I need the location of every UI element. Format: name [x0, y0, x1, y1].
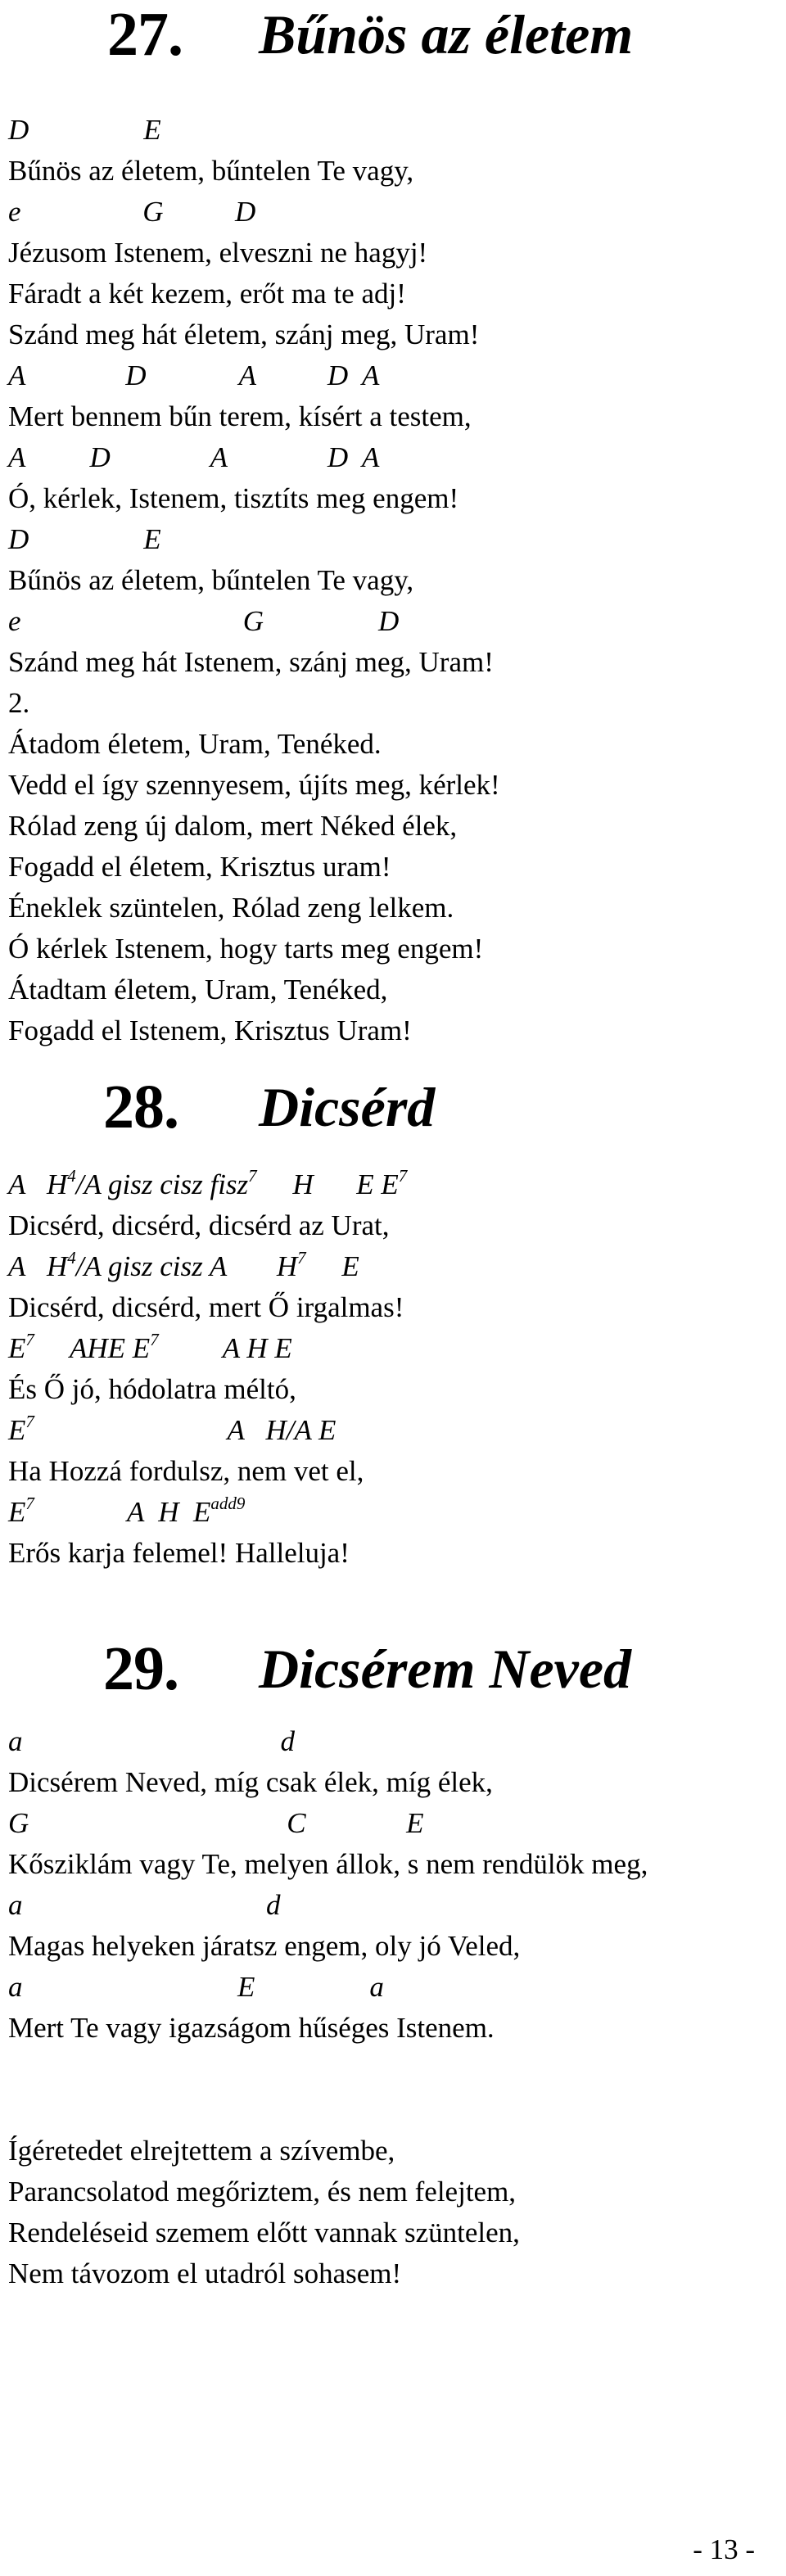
- chord-line: [8, 1164, 407, 1205]
- lyric-line: Fáradt a két kezem, erőt ma te adj!: [8, 278, 406, 310]
- chord-text: AHE E: [34, 1332, 151, 1364]
- lyric-line: Nem távozom el utadról sohasem!: [8, 2257, 402, 2289]
- chord-text: A H: [8, 1168, 68, 1200]
- chord-superscript: 7: [398, 1166, 408, 1186]
- lyric-line: Dicsérem Neved, míg csak élek, míg élek,: [8, 1766, 493, 1798]
- lyric-line: Ha Hozzá fordulsz, nem vet el,: [8, 1455, 364, 1487]
- blank-line: [8, 2090, 648, 2131]
- lyric-line: Mert Te vagy igazságom hűséges Istenem.: [8, 2012, 495, 2044]
- lyric-line: Rendeléseid szemem előtt vannak szüntelen,: [8, 2217, 520, 2248]
- chord-line: G C E: [8, 1807, 424, 1839]
- song-29: [0, 1634, 786, 2289]
- lyric-line: Ó, kérlek, Istenem, tisztíts meg engem!: [8, 482, 459, 514]
- song-lines: [8, 110, 500, 1051]
- lyric-line: Dicsérd, dicsérd, mert Ő irgalmas!: [8, 1291, 404, 1323]
- chord-line: a d: [8, 1889, 281, 1921]
- chord-text: /A gisz cisz A H: [75, 1250, 298, 1282]
- song-number: 28.: [103, 1073, 178, 1141]
- song-title: Dicsérem Neved: [259, 1638, 632, 1700]
- lyric-line: Vedd el így szennyesem, újíts meg, kérlek!: [8, 769, 500, 801]
- chord-text: H E E: [256, 1168, 399, 1200]
- lyric-line: Éneklek szüntelen, Rólad zeng lelkem.: [8, 892, 454, 924]
- lyric-line: Szánd meg hát életem, szánj meg, Uram!: [8, 319, 480, 350]
- lyric-line: Magas helyeken járatsz engem, oly jó Veled,: [8, 1930, 521, 1962]
- lyric-line: Rólad zeng új dalom, mert Néked élek,: [8, 810, 458, 842]
- blank-line: [8, 2049, 648, 2090]
- chord-text: E: [8, 1332, 26, 1364]
- song-number: 29.: [103, 1634, 178, 1703]
- chord-superscript: add9: [210, 1494, 246, 1514]
- chord-superscript: 7: [248, 1166, 257, 1186]
- chord-text: E: [8, 1414, 26, 1446]
- song-lines: [8, 1721, 648, 2294]
- lyric-line: Fogadd el Istenem, Krisztus Uram!: [8, 1015, 412, 1046]
- song-title: Bűnös az életem: [259, 3, 634, 66]
- chord-line: a d: [8, 1725, 295, 1757]
- chord-line: [8, 1328, 407, 1369]
- song-lines: [8, 1164, 407, 1574]
- lyric-line: Bűnös az életem, bűntelen Te vagy,: [8, 564, 414, 596]
- chord-text: A H E: [158, 1332, 292, 1364]
- chord-line: A D A D A: [8, 359, 380, 391]
- song-heading: [0, 1073, 786, 1166]
- chord-text: E: [305, 1250, 359, 1282]
- page-number: - 13 -: [693, 2533, 755, 2565]
- lyric-line: Kősziklám vagy Te, melyen állok, s nem rendülök meg,: [8, 1848, 648, 1880]
- chord-text: A H/A E: [34, 1414, 337, 1446]
- lyric-line: Átadtam életem, Uram, Tenéked,: [8, 974, 388, 1006]
- lyric-line: Dicsérd, dicsérd, dicsérd az Urat,: [8, 1209, 390, 1241]
- lyric-line: És Ő jó, hódolatra méltó,: [8, 1373, 296, 1405]
- chord-superscript: 4: [67, 1248, 76, 1268]
- lyric-line: Ígéretedet elrejtettem a szívembe,: [8, 2135, 395, 2167]
- lyric-line: Fogadd el életem, Krisztus uram!: [8, 851, 391, 883]
- lyric-line: Ó kérlek Istenem, hogy tarts meg engem!: [8, 933, 484, 965]
- chord-superscript: 7: [150, 1330, 159, 1350]
- chord-line: [8, 1246, 407, 1287]
- chord-line: A D A D A: [8, 441, 380, 473]
- chord-superscript: 7: [25, 1494, 34, 1514]
- lyric-line: 2.: [8, 687, 30, 719]
- lyric-line: Erős karja felemel! Halleluja!: [8, 1537, 350, 1569]
- chord-line: e G D: [8, 196, 256, 228]
- lyric-line: Szánd meg hát Istenem, szánj meg, Uram!: [8, 646, 494, 678]
- chord-superscript: 4: [67, 1166, 76, 1186]
- chord-line: [8, 1492, 407, 1533]
- song-title: Dicsérd: [259, 1076, 436, 1138]
- lyric-line: Jézusom Istenem, elveszni ne hagyj!: [8, 237, 428, 269]
- song-heading: [0, 1634, 786, 1728]
- chord-line: a E a: [8, 1971, 384, 2003]
- chord-line: e G D: [8, 605, 400, 637]
- song-number: 27.: [107, 0, 183, 69]
- chord-superscript: 7: [25, 1330, 34, 1350]
- lyric-line: Parancsolatod megőriztem, és nem felejtem,: [8, 2176, 517, 2208]
- chord-superscript: 7: [25, 1412, 34, 1432]
- lyric-line: Átadom életem, Uram, Tenéked.: [8, 728, 382, 760]
- chord-line: [8, 1410, 407, 1451]
- chord-text: E: [8, 1496, 26, 1528]
- chord-text: /A gisz cisz fisz: [75, 1168, 249, 1200]
- song-heading: [0, 0, 786, 93]
- song-27: [0, 0, 786, 1046]
- song-28: [0, 1073, 786, 1569]
- chord-text: A H E: [34, 1496, 211, 1528]
- lyric-line: Bűnös az életem, bűntelen Te vagy,: [8, 155, 414, 187]
- chord-line: D E: [8, 114, 161, 146]
- chord-line: D E: [8, 523, 161, 555]
- lyric-line: Mert bennem bűn terem, kísért a testem,: [8, 400, 472, 432]
- chord-superscript: 7: [297, 1248, 306, 1268]
- chord-text: A H: [8, 1250, 68, 1282]
